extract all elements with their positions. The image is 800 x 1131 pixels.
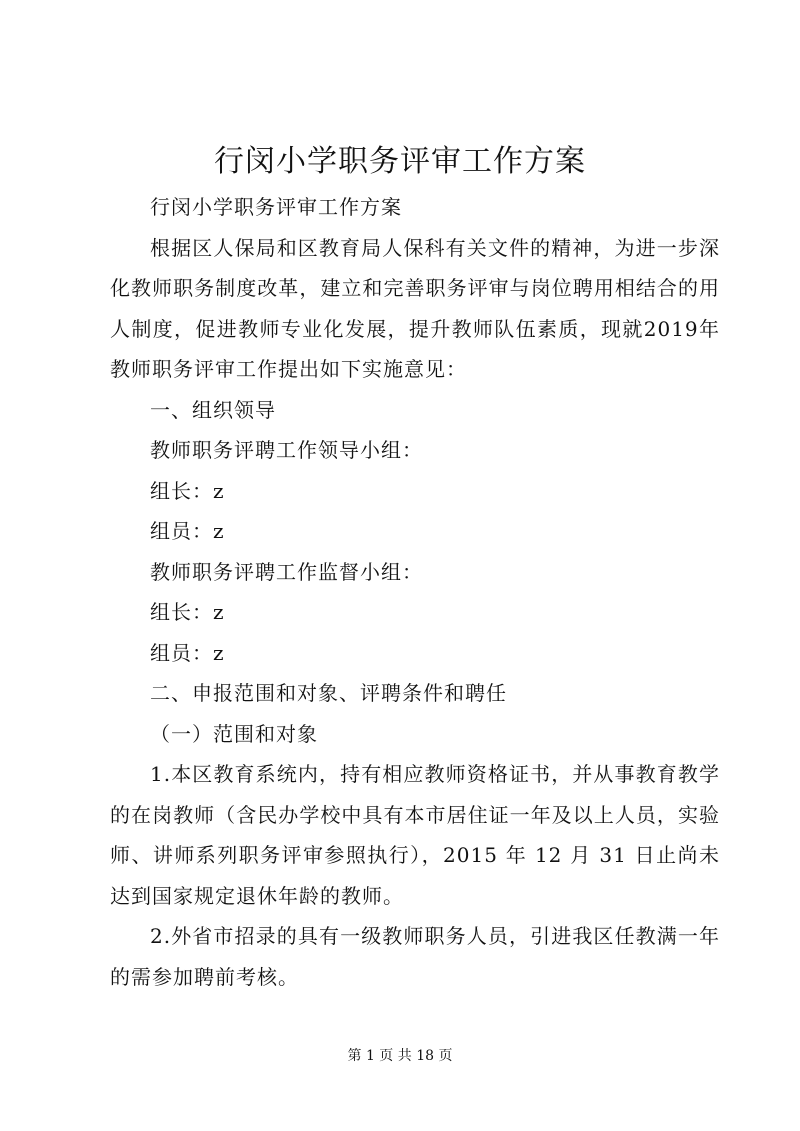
page-footer: 第 1 页 共 18 页: [347, 1048, 453, 1064]
section-heading-organization: 一、组织领导: [150, 397, 276, 422]
leadership-group-leader: 组长：z: [150, 478, 225, 503]
leadership-group-members: 组员：z: [150, 519, 225, 543]
document-body: [110, 187, 720, 997]
intro-paragraph: 根据区人保局和区教育局人保科有关文件的精神，为进一步深化教师职务制度改革，建立和完善职务评审与岗位聘用相结合的用人制度，促进教师专业化发展，提升教师队伍素质，现就2019年教师职务评审工作提出如下实施意见：: [110, 235, 720, 381]
supervision-group-members: 组员：z: [150, 640, 225, 665]
scope-item-1: 1.本区教育系统内，持有相应教师资格证书，并从事教育教学的在岗教师（含民办学校中具有本市居住证一年及以上人员，实验师、讲师系列职务评审参照执行），2015 年 12 月 31 日止尚未达到国家规定退休年龄的教师。: [110, 762, 720, 908]
supervision-group-leader: 组长：z: [150, 600, 225, 624]
supervision-group-heading: 教师职务评聘工作监督小组：: [150, 559, 423, 584]
section-heading-scope: 二、申报范围和对象、评聘条件和聘任: [150, 681, 507, 705]
subtitle-paragraph: 行闵小学职务评审工作方案: [150, 195, 402, 219]
subsection-heading-scope: （一）范围和对象: [150, 721, 318, 746]
document-title: 行闵小学职务评审工作方案: [214, 144, 586, 179]
leadership-group-heading: 教师职务评聘工作领导小组：: [150, 438, 423, 462]
scope-item-2: 2.外省市招录的具有一级教师职务人员，引进我区任教满一年的需参加聘前考核。: [110, 924, 720, 989]
